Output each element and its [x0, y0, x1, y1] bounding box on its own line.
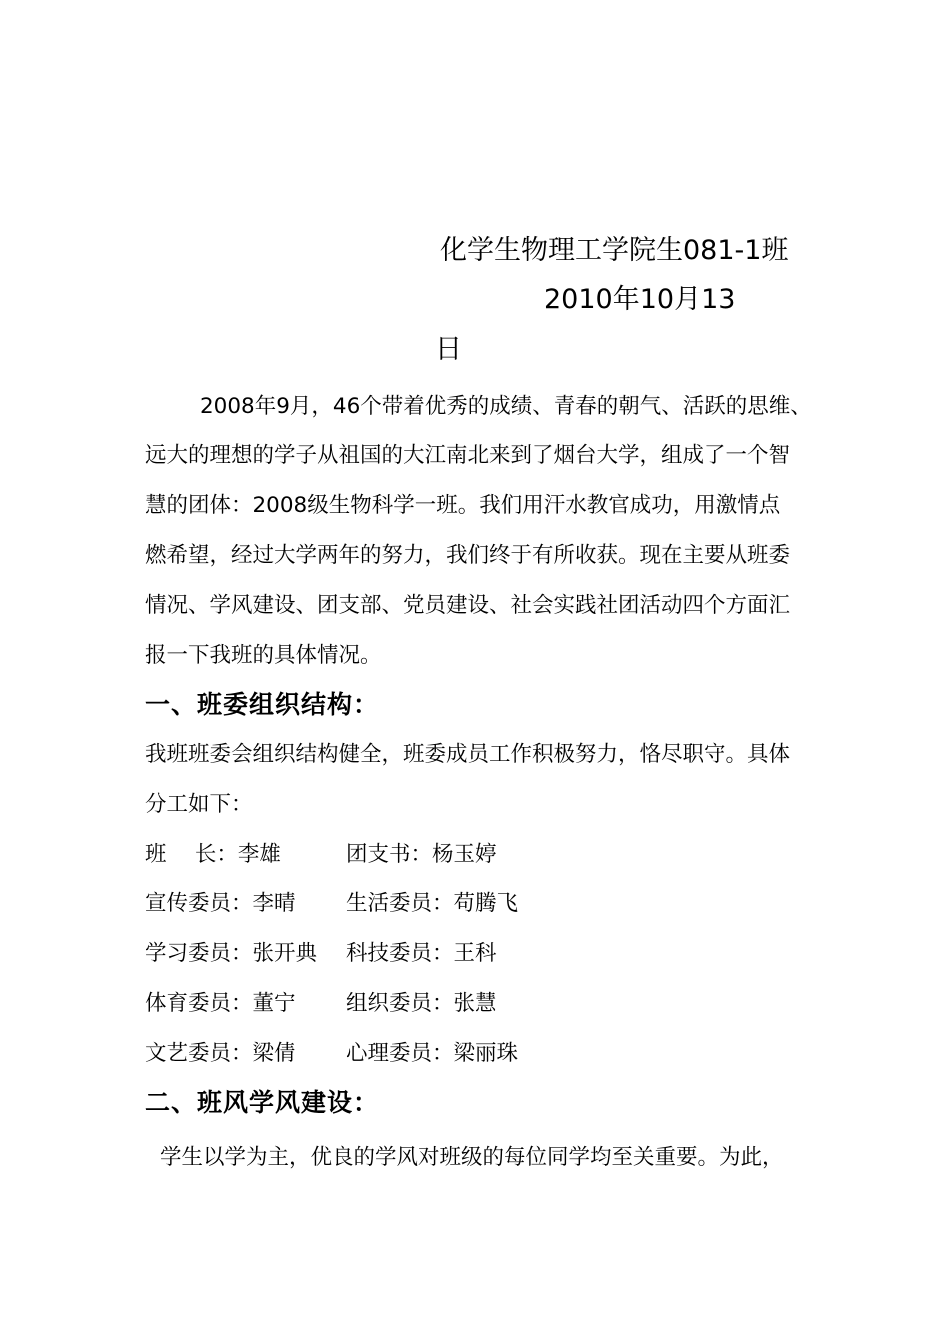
- intro-line-2: 远大的理想的学子从祖国的大江南北来到了烟台大学，组成了一个智: [145, 443, 791, 468]
- header-date-line: 2010年10月13: [544, 284, 736, 315]
- role-life: 生活委员：苟腾飞: [346, 891, 519, 916]
- section-heading-study-style: 二、班风学风建设：: [145, 1088, 380, 1117]
- section1-line-1: 我班班委会组织结构健全，班委成员工作积极努力，恪尽职守。具体: [145, 742, 791, 767]
- intro-line-6: 报一下我班的具体情况。: [145, 643, 382, 668]
- role-sports: 体育委员：董宁: [145, 991, 296, 1016]
- role-publicity: 宣传委员：李晴: [145, 891, 296, 916]
- header-date-tail: 日: [435, 334, 462, 365]
- section2-line-1: 学生以学为主，优良的学风对班级的每位同学均至关重要。为此，: [160, 1145, 784, 1170]
- intro-line-1: 2008年9月，46个带着优秀的成绩、青春的朝气、活跃的思维、: [200, 394, 812, 419]
- role-league-secretary: 团支书：杨玉婷: [346, 842, 497, 867]
- intro-line-3: 慧的团体：2008级生物科学一班。我们用汗水教官成功，用激情点: [145, 493, 781, 518]
- role-arts: 文艺委员：梁倩: [145, 1041, 296, 1066]
- intro-line-4: 燃希望，经过大学两年的努力，我们终于有所收获。现在主要从班委: [145, 543, 791, 568]
- role-psychology: 心理委员：梁丽珠: [346, 1041, 519, 1066]
- intro-line-5: 情况、学风建设、团支部、党员建设、社会实践社团活动四个方面汇: [145, 593, 791, 618]
- role-study: 学习委员：张开典: [145, 941, 318, 966]
- header-org-line: 化学生物理工学院生081-1班: [440, 235, 789, 266]
- role-organization: 组织委员：张慧: [346, 991, 497, 1016]
- role-monitor: 班 长：李雄: [145, 842, 281, 867]
- role-science: 科技委员：王科: [346, 941, 497, 966]
- section1-line-2: 分工如下：: [145, 792, 253, 817]
- section-heading-class-committee: 一、班委组织结构：: [145, 690, 380, 719]
